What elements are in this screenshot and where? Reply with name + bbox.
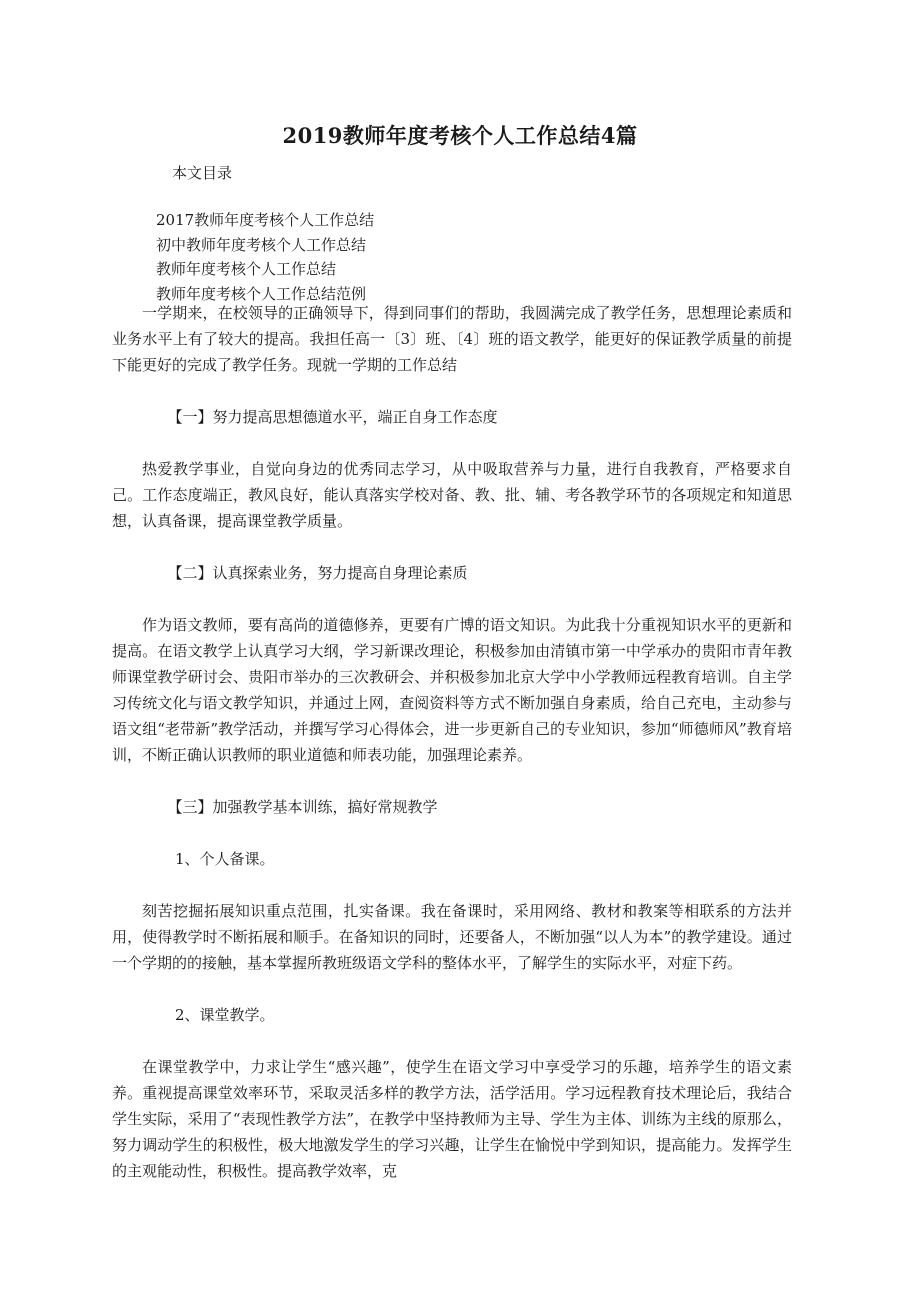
subsection-body-1: 刻苦挖掘拓展知识重点范围，扎实备课。我在备课时，采用网络、教材和教案等相联系的方法并用，使得教学时不断拓展和顺手。在备知识的同时，还要备人，不断加强“以人为本”的教学建设。通过一个学期的的接触，基本掌握所教班级语文学科的整体水平，了解学生的实际水平，对症下药。 <box>112 902 792 972</box>
intro-paragraph: 一学期来，在校领导的正确领导下，得到同事们的帮助，我圆满完成了教学任务，思想理论素质和业务水平上有了较大的提高。我担任高一〔3〕班、〔4〕班的语文教学，能更好的保证教学质量的前提下能更好的完成了教学任务。现就一学期的工作总结 <box>112 304 792 374</box>
section-heading-1: 【一】努力提高思想德道水平，端正自身工作态度 <box>167 408 498 426</box>
section-heading-3: 【三】加强教学基本训练，搞好常规教学 <box>167 798 438 816</box>
toc-item[interactable]: 初中教师年度考核个人工作总结 <box>156 235 367 254</box>
document-body <box>112 300 792 1184</box>
subsection-body-2: 在课堂教学中，力求让学生“感兴趣”，使学生在语文学习中享受学习的乐趣，培养学生的语文素养。重视提高课堂效率环节，采取灵活多样的教学方法，活学活用。学习远程教育技术理论后，我结合学生实际，采用了“表现性教学方法”，在教学中坚持教师为主导、学生为主体、训练为主线的原那么，努力调动学生的积极性，极大地激发学生的学习兴趣，让学生在愉悦中学到知识，提高能力。发挥学生的主观能动性，积极性。提高教学效率，克 <box>112 1058 792 1180</box>
section-body-1: 热爱教学事业，自觉向身边的优秀同志学习，从中吸取营养与力量，进行自我教育，严格要求自己。工作态度端正，教风良好，能认真落实学校对备、教、批、辅、考各教学环节的各项规定和知道思想，认真备课，提高课堂教学质量。 <box>112 460 792 530</box>
section-body-2: 作为语文教师，要有高尚的道德修养，更要有广博的语文知识。为此我十分重视知识水平的更新和提高。在语文教学上认真学习大纲，学习新课改理论，积极参加由清镇市第一中学承办的贵阳市青年教师课堂教学研讨会、贵阳市举办的三次教研会、并积极参加北京大学中小学教师远程教育培训。自主学习传统文化与语文教学知识，并通过上网，查阅资料等方式不断加强自身素质，给自己充电，主动参与语文组“老带新”教学活动，并撰写学习心得体会，进一步更新自己的专业知识，参加“师德师风”教育培训，不断正确认识教师的职业道德和师表功能，加强理论素养。 <box>112 616 792 764</box>
page-title: 2019教师年度考核个人工作总结4篇 <box>282 123 638 148</box>
toc-item[interactable]: 教师年度考核个人工作总结范例 <box>156 284 367 303</box>
toc-item[interactable]: 2017教师年度考核个人工作总结 <box>156 211 375 229</box>
section-heading-2: 【二】认真探索业务，努力提高自身理论素质 <box>167 564 468 582</box>
subsection-heading-2: 2、课堂教学。 <box>175 1006 275 1024</box>
table-of-contents <box>156 208 374 306</box>
toc-label: 本文目录 <box>172 164 233 182</box>
toc-item[interactable]: 教师年度考核个人工作总结 <box>156 260 337 278</box>
subsection-heading-1: 1、个人备课。 <box>175 850 275 868</box>
